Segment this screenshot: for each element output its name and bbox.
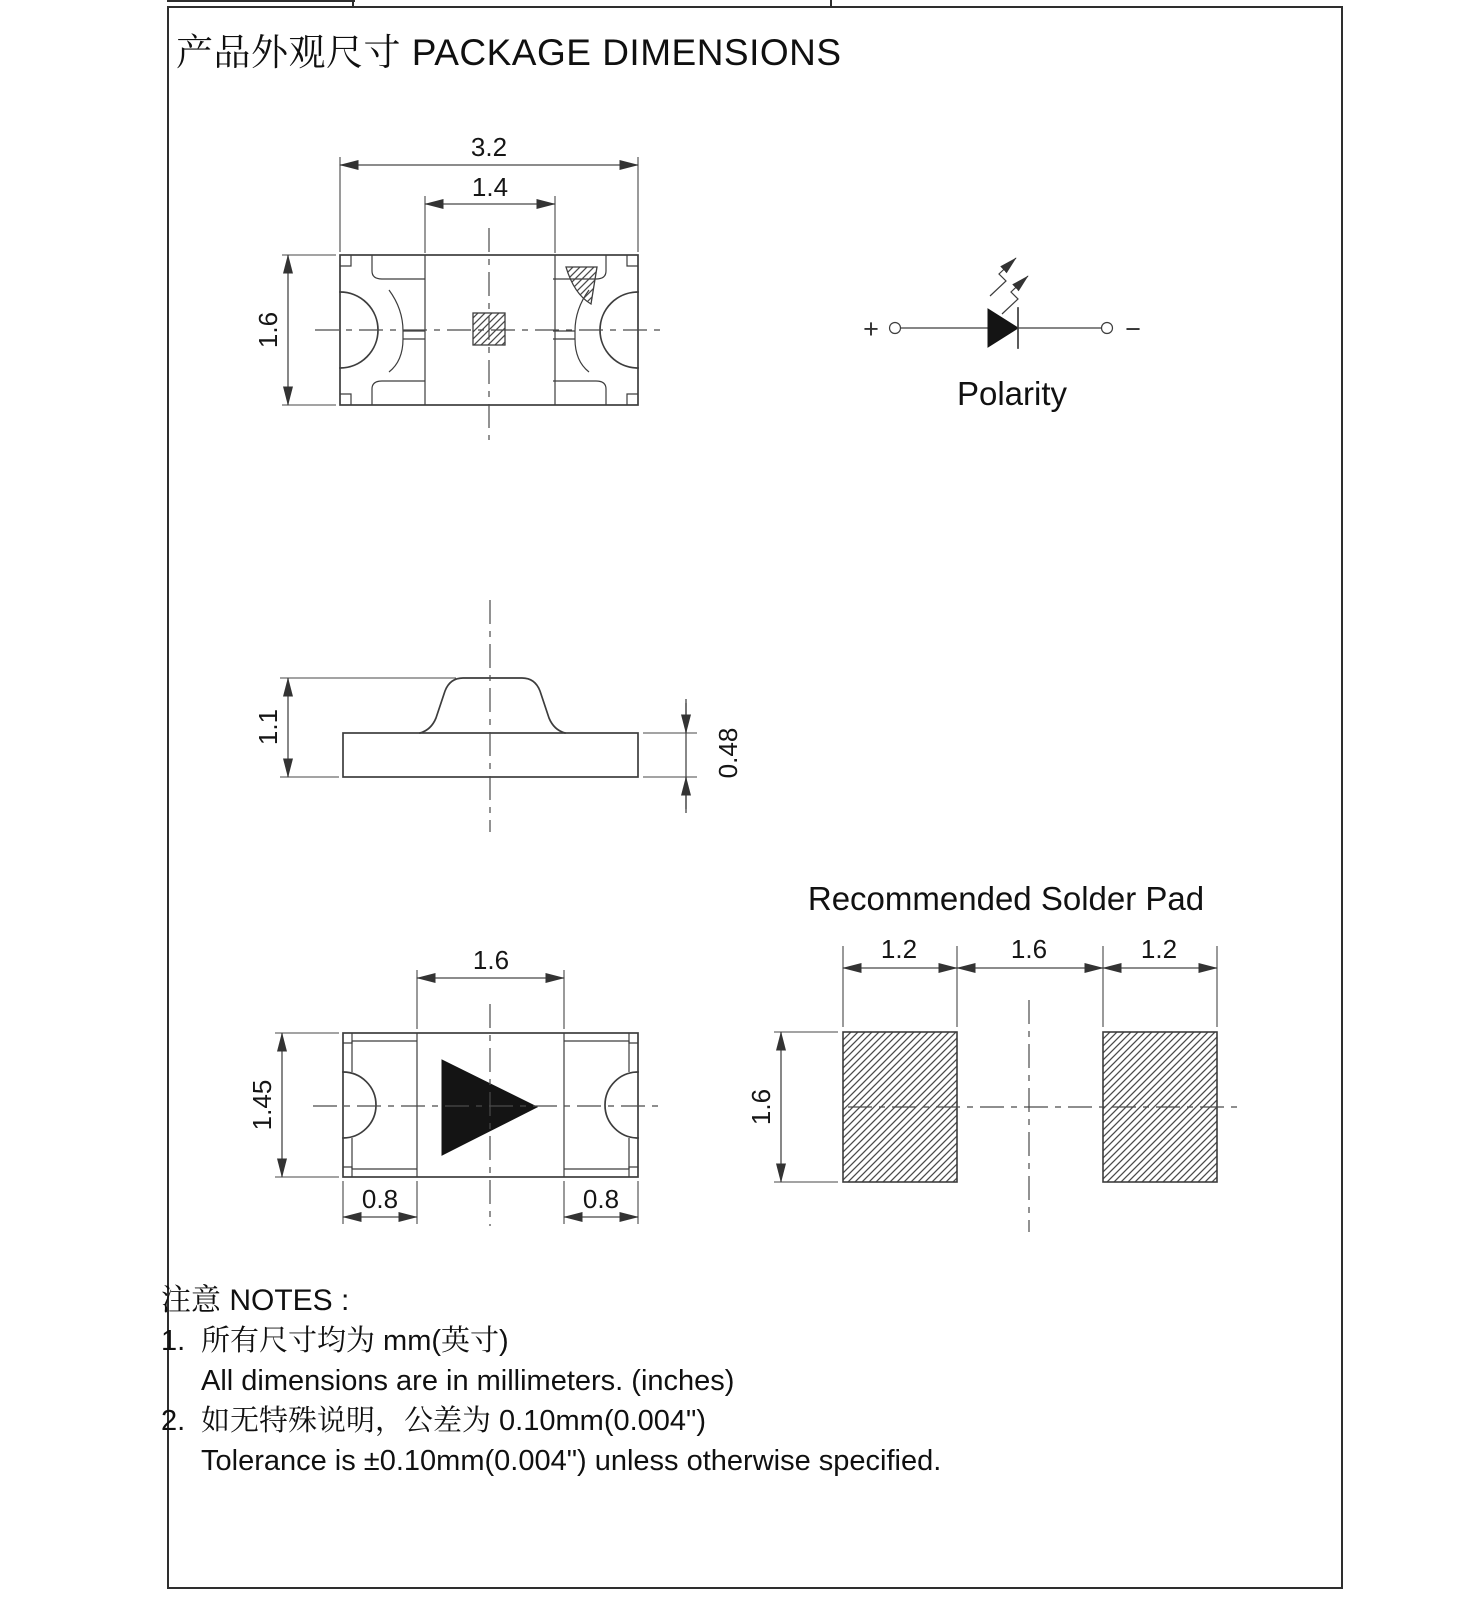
cathode-mark-hatch [566, 267, 597, 304]
dim-label-height: 1.45 [247, 1079, 277, 1131]
dim-label-right-pad-width: 0.8 [582, 1184, 620, 1214]
note-item [161, 1401, 941, 1441]
extension-lines [643, 733, 697, 777]
dim-label-base-thickness: 0.48 [713, 727, 743, 779]
solder-pad-title: Recommended Solder Pad [807, 880, 1205, 917]
dim-label-height: 1.6 [253, 311, 283, 349]
anode-terminal-icon [890, 323, 901, 334]
page-title: 产品外观尺寸 PACKAGE DIMENSIONS [176, 32, 842, 73]
polarity-diagram [863, 258, 1141, 412]
left-pad-contour [352, 1041, 417, 1169]
minus-sign: − [1125, 314, 1141, 344]
diode-triangle-icon [988, 309, 1018, 347]
dim-label-inner-gap: 1.6 [472, 945, 510, 975]
top-view [253, 132, 664, 440]
note-number: 2. [161, 1405, 186, 1437]
dim-label-overall-width: 3.2 [470, 132, 508, 162]
bottom-view [247, 945, 664, 1226]
dim-label-pad-height: 1.6 [746, 1088, 776, 1126]
note-text-en: All dimensions are in millimeters. (inches) [201, 1365, 735, 1397]
right-pad-contour [564, 1041, 629, 1169]
extension-lines [774, 1032, 838, 1182]
note-text-zh: 所有尺寸均为 mm(英寸) [201, 1325, 509, 1357]
cathode-terminal-icon [1102, 323, 1113, 334]
lens-profile [420, 678, 565, 733]
dim-label-left-pad-width: 1.2 [880, 934, 918, 964]
notes-section [161, 1281, 941, 1481]
note-text-zh: 如无特殊说明，公差为 0.10mm(0.004") [201, 1405, 706, 1437]
dim-label-left-pad-width: 0.8 [361, 1184, 399, 1214]
dim-label-inner-width: 1.4 [471, 172, 509, 202]
dim-label-gap: 1.6 [1010, 934, 1048, 964]
plus-sign: + [863, 314, 879, 344]
right-castellation-notch [605, 1072, 638, 1138]
side-view [253, 600, 743, 832]
dim-label-right-pad-width: 1.2 [1140, 934, 1178, 964]
polarity-label: Polarity [956, 375, 1068, 412]
left-castellation-notch [343, 1072, 376, 1138]
note-text-en: Tolerance is ±0.10mm(0.004") unless otherwise specified. [201, 1445, 942, 1477]
note-number: 1. [161, 1325, 186, 1357]
solder-pad-view [746, 880, 1238, 1232]
extension-lines [275, 1033, 339, 1177]
notes-heading: 注意 NOTES : [161, 1284, 350, 1317]
note-item [161, 1321, 941, 1361]
dim-label-total-height: 1.1 [253, 708, 283, 746]
